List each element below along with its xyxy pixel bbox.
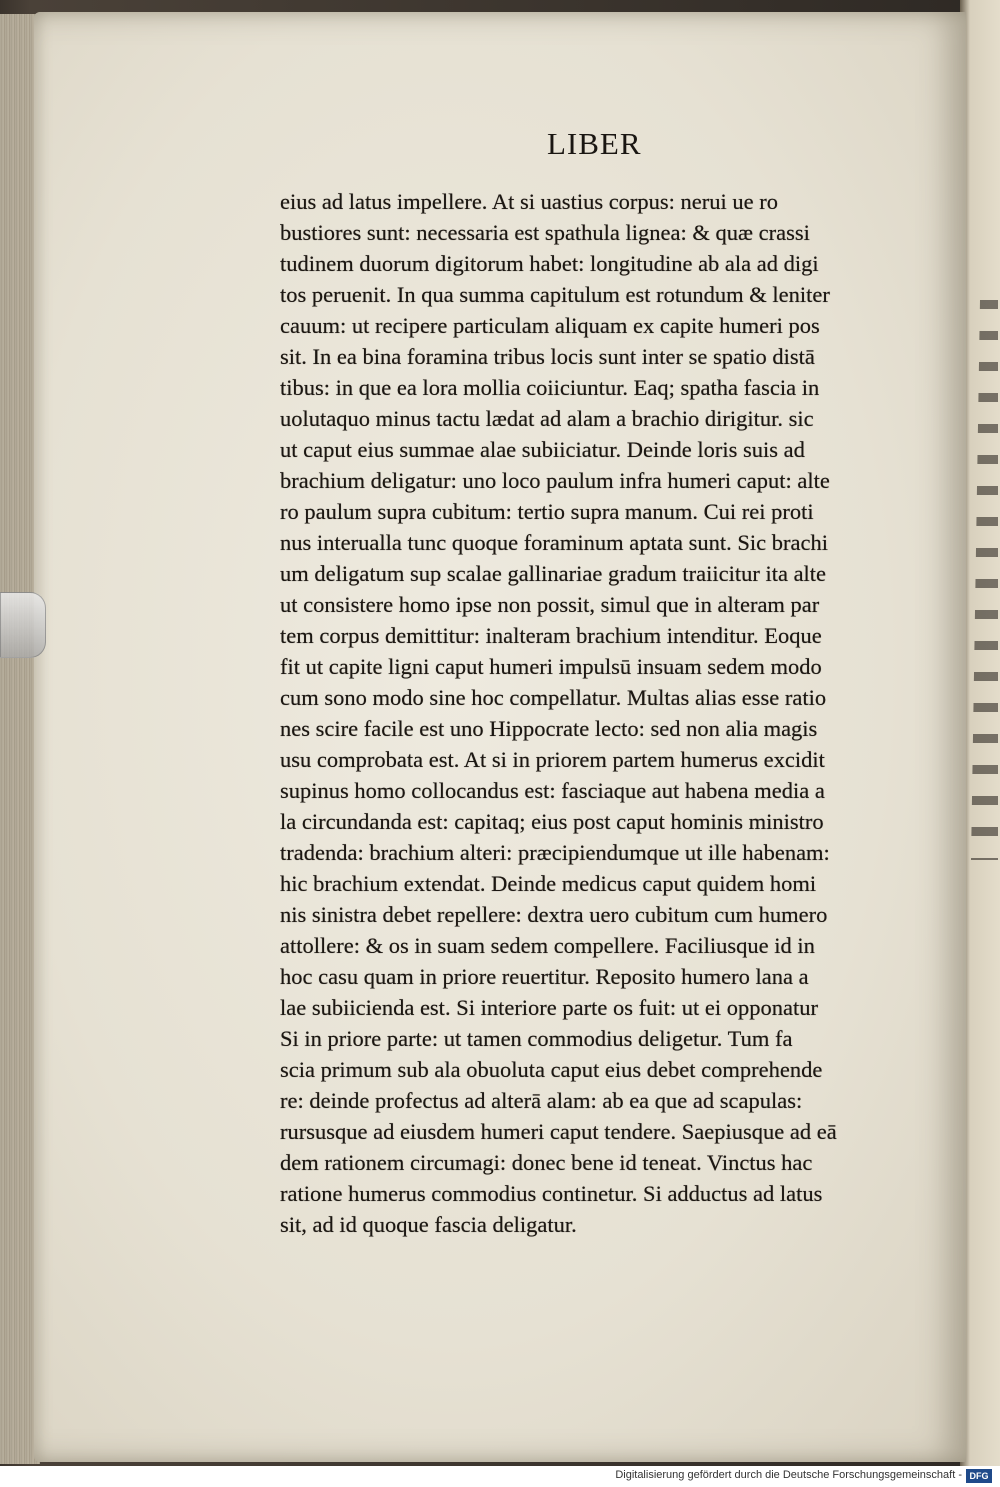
text-line: scia primum sub ala obuoluta caput eius debet comprehende (280, 1057, 823, 1082)
text-line: tos peruenit. In qua summa capitulum est rotundum & leniter (280, 282, 830, 307)
text-line: re: deinde profectus ad alterā alam: ab ea que ad scapulas: (280, 1088, 803, 1113)
text-line: bustiores sunt: necessaria est spathula lignea: & quæ crassi (280, 220, 810, 245)
text-line: rursusque ad eiusdem humeri caput tendere. Saepiusque ad eā (280, 1119, 837, 1144)
text-line: tradenda: brachium alteri: præcipiendumque ut ille habenam: (280, 840, 830, 865)
text-line: supinus homo collocandus est: fasciaque aut habena media a (280, 778, 825, 803)
text-line: tibus: in que ea lora mollia coiiciuntur. Eaq; spatha fascia in (280, 375, 820, 400)
text-line: lae subiicienda est. Si interiore parte os fuit: ut ei opponatur (280, 995, 818, 1020)
text-line: sit. In ea bina foramina tribus locis sunt inter se spatio distā (280, 344, 815, 369)
text-line: ut consistere homo ipse non possit, simul que in alteram par (280, 592, 820, 617)
page-clip (0, 592, 46, 658)
text-line: brachium deligatur: uno loco paulum infra humeri caput: alte (280, 468, 830, 493)
footer-credit: Digitalisierung gefördert durch die Deutsche Forschungsgemeinschaft - (615, 1469, 962, 1481)
text-line: dem rationem circumagi: donec bene id teneat. Vinctus hac (280, 1150, 813, 1175)
text-line: attollere: & os in suam sedem compellere. Faciliusque id in (280, 933, 815, 958)
text-line: um deligatum sup scalae gallinariae gradum traiicitur ita alte (280, 561, 827, 586)
text-line: cum sono modo sine hoc compellatur. Multas alias esse ratio (280, 685, 827, 710)
text-line: la circundanda est: capitaq; eius post caput hominis ministro (280, 809, 824, 834)
text-line: uolutaquo minus tactu lædat ad alam a brachio dirigitur. sic (280, 406, 814, 431)
running-head: LIBER (547, 126, 642, 161)
text-line: hic brachium extendat. Deinde medicus caput quidem homi (280, 871, 817, 896)
text-line: tudinem duorum digitorum habet: longitudine ab ala ad digi (280, 251, 819, 276)
text-line: eius ad latus impellere. At si uastius corpus: nerui ue ro (280, 189, 779, 214)
dfg-logo: DFG (966, 1469, 992, 1483)
text-line: hoc casu quam in priore reuertitur. Reposito humero lana a (280, 964, 809, 989)
text-line: nus interualla tunc quoque foraminum aptata sunt. Sic brachi (280, 530, 828, 555)
text-line: tem corpus demittitur: inalteram brachium intenditur. Eoque (280, 623, 822, 648)
text-line: nes scire facile est uno Hippocrate lecto: sed non alia magis (280, 716, 818, 741)
text-line: fit ut capite ligni caput humeri impulsū insuam sedem modo (280, 654, 822, 679)
text-line: sit, ad id quoque fascia deligatur. (280, 1212, 577, 1237)
text-line: usu comprobata est. At si in priorem partem humerus excidit (280, 747, 825, 772)
text-line: cauum: ut recipere particulam aliquam ex capite humeri pos (280, 313, 820, 338)
footer-bar (0, 1466, 1000, 1487)
text-line: ut caput eius summae alae subiiciatur. Deinde loris suis ad (280, 437, 805, 462)
text-block (280, 186, 860, 1240)
text-line: ro paulum supra cubitum: tertio supra manum. Cui rei proti (280, 499, 814, 524)
text-line: Si in priore parte: ut tamen commodius deligetur. Tum fa (280, 1026, 793, 1051)
text-line: nis sinistra debet repellere: dextra uero cubitum cum humero (280, 902, 828, 927)
text-line: ratione humerus commodius continetur. Si adductus ad latus (280, 1181, 823, 1206)
